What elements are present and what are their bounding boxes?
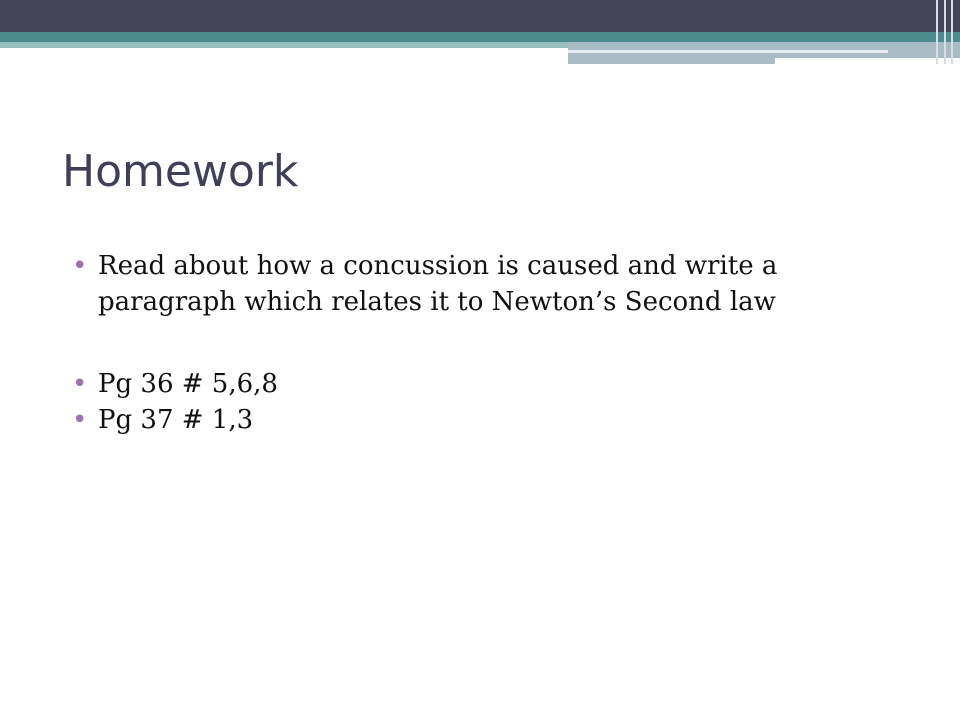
bullet-dot-icon: • <box>72 251 88 281</box>
edge-line <box>944 0 946 64</box>
header-edge-lines <box>930 0 960 64</box>
edge-line <box>951 0 953 64</box>
bullet-text: Read about how a concussion is caused and write a paragraph which relates it to Newton’s Second law <box>98 251 778 317</box>
bullet-list <box>72 248 872 438</box>
header-teal-bar <box>0 32 960 42</box>
bullet-dot-icon: • <box>72 405 88 435</box>
header-accent-line <box>568 50 888 53</box>
bullet-dot-icon: • <box>72 369 88 399</box>
bullet-text: Pg 36 # 5,6,8 <box>98 369 278 399</box>
bullet-item <box>72 402 872 438</box>
bullet-item <box>72 366 872 402</box>
header-dark-bar <box>0 0 960 32</box>
slide-title: Homework <box>62 146 299 197</box>
header-light-teal-bar <box>0 42 568 48</box>
edge-line <box>936 0 938 64</box>
bullet-item <box>72 248 872 320</box>
bullet-text: Pg 37 # 1,3 <box>98 405 254 435</box>
